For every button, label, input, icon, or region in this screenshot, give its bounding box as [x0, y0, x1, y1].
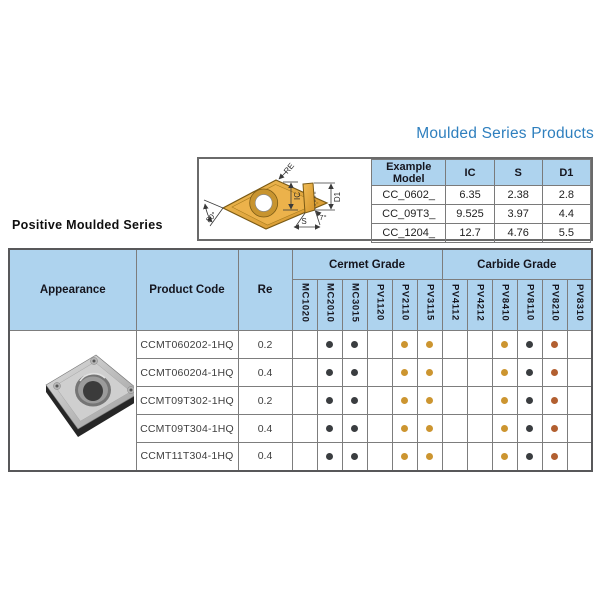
grade-dot-cell — [542, 443, 567, 471]
grade-dot-cell — [367, 331, 392, 359]
header-appearance: Appearance — [9, 249, 136, 331]
grade-dot-cell — [492, 359, 517, 387]
grade-dot-cell — [442, 415, 467, 443]
example-ic: 6.35 — [446, 186, 494, 205]
grade-col-pv1120 — [367, 280, 392, 331]
label-re: RE — [282, 161, 297, 176]
grade-label: PV8310 — [574, 283, 586, 322]
example-model: CC_0602_ — [372, 186, 446, 205]
side-view-insert — [303, 183, 315, 213]
header-carbide-grade: Carbide Grade — [442, 249, 592, 280]
group-header-row — [9, 249, 592, 280]
grade-col-pv8310 — [567, 280, 592, 331]
insert-spec-panel — [197, 157, 593, 241]
grade-dot-cell — [542, 331, 567, 359]
grade-dot-cell — [542, 359, 567, 387]
grade-dot-cell — [442, 331, 467, 359]
re-value: 0.4 — [238, 359, 292, 387]
grade-dot-cell — [442, 359, 467, 387]
grade-col-pv3115 — [417, 280, 442, 331]
section-title: Positive Moulded Series — [12, 218, 163, 232]
grade-label: PV4112 — [449, 284, 461, 321]
grade-dot-cell — [342, 443, 367, 471]
grade-col-pv8410 — [492, 280, 517, 331]
label-ic: IC — [293, 192, 302, 200]
grade-dot-cell — [492, 415, 517, 443]
grade-label: MC1020 — [299, 282, 311, 323]
grade-col-pv4212 — [467, 280, 492, 331]
grade-dot-cell — [417, 415, 442, 443]
grade-dot-cell — [392, 443, 417, 471]
example-model: CC_1204_ — [372, 224, 446, 243]
grade-label: PV8410 — [499, 283, 511, 322]
grade-dot-cell — [467, 387, 492, 415]
grade-dot-cell — [317, 331, 342, 359]
grade-dot-cell — [517, 387, 542, 415]
grade-col-mc1020 — [292, 280, 317, 331]
grade-dot-cell — [417, 443, 442, 471]
grade-col-pv2110 — [392, 280, 417, 331]
grade-dot-cell — [367, 359, 392, 387]
grade-dot-cell — [517, 331, 542, 359]
grade-dot-cell — [442, 443, 467, 471]
grade-label: PV3115 — [424, 284, 436, 321]
grade-label: PV8210 — [549, 283, 561, 322]
grade-dot-cell — [542, 387, 567, 415]
grade-dot-cell — [392, 387, 417, 415]
label-angle: 80° — [204, 210, 219, 225]
header-cermet-grade: Cermet Grade — [292, 249, 442, 280]
example-row — [372, 205, 591, 224]
example-s: 4.76 — [494, 224, 542, 243]
product-code: CCMT09T302-1HQ — [136, 387, 238, 415]
grade-dot-cell — [442, 387, 467, 415]
grade-dot-cell — [567, 387, 592, 415]
example-header-row — [372, 160, 591, 186]
re-value: 0.2 — [238, 387, 292, 415]
grade-dot-cell — [567, 359, 592, 387]
grade-label: PV2110 — [399, 284, 411, 321]
insert-photo-hole — [83, 381, 103, 401]
product-table — [8, 248, 593, 472]
grade-dot-cell — [342, 331, 367, 359]
label-clearance: 7° — [319, 213, 327, 222]
grade-dot-cell — [517, 359, 542, 387]
grade-dot-cell — [292, 359, 317, 387]
grade-dot-cell — [367, 387, 392, 415]
product-code: CCMT060202-1HQ — [136, 331, 238, 359]
grade-dot-cell — [292, 443, 317, 471]
grade-dot-cell — [292, 415, 317, 443]
example-model: CC_09T3_ — [372, 205, 446, 224]
example-model-table — [371, 159, 591, 239]
example-ic: 12.7 — [446, 224, 494, 243]
grade-dot-cell — [392, 331, 417, 359]
grade-label: MC3015 — [349, 282, 361, 323]
example-header-model: Example Model — [372, 160, 446, 186]
example-s: 2.38 — [494, 186, 542, 205]
grade-dot-cell — [317, 415, 342, 443]
grade-dot-cell — [317, 443, 342, 471]
grade-col-mc3015 — [342, 280, 367, 331]
grade-dot-cell — [517, 415, 542, 443]
insert-diagram — [199, 159, 371, 239]
example-d1: 5.5 — [542, 224, 590, 243]
example-ic: 9.525 — [446, 205, 494, 224]
example-header-s: S — [494, 160, 542, 186]
example-header-d1: D1 — [542, 160, 590, 186]
re-value: 0.4 — [238, 443, 292, 471]
insert-photo — [10, 331, 134, 469]
grade-label: PV4212 — [474, 283, 486, 322]
grade-dot-cell — [292, 331, 317, 359]
grade-dot-cell — [417, 387, 442, 415]
grade-dot-cell — [417, 359, 442, 387]
insert-photo-cell — [9, 331, 136, 471]
grade-dot-cell — [292, 387, 317, 415]
grade-dot-cell — [342, 415, 367, 443]
grade-label: MC2010 — [324, 282, 336, 323]
grade-dot-cell — [392, 359, 417, 387]
product-code: CCMT11T304-1HQ — [136, 443, 238, 471]
page-title: Moulded Series Products — [416, 125, 594, 142]
re-value: 0.4 — [238, 415, 292, 443]
grade-dot-cell — [567, 415, 592, 443]
grade-dot-cell — [467, 443, 492, 471]
header-product-code: Product Code — [136, 249, 238, 331]
grade-dot-cell — [367, 443, 392, 471]
grade-dot-cell — [392, 415, 417, 443]
re-value: 0.2 — [238, 331, 292, 359]
grade-dot-cell — [317, 359, 342, 387]
grade-dot-cell — [517, 443, 542, 471]
header-re: Re — [238, 249, 292, 331]
example-row — [372, 224, 591, 243]
grade-dot-cell — [317, 387, 342, 415]
grade-dot-cell — [467, 415, 492, 443]
grade-col-pv8110 — [517, 280, 542, 331]
grade-dot-cell — [467, 331, 492, 359]
grade-col-pv8210 — [542, 280, 567, 331]
grade-label: PV8110 — [524, 284, 536, 321]
grade-label: PV1120 — [374, 284, 386, 321]
grade-dot-cell — [342, 359, 367, 387]
insert-diagram-drawing — [199, 159, 371, 239]
grade-dot-cell — [342, 387, 367, 415]
insert-hole — [255, 195, 272, 212]
grade-dot-cell — [492, 387, 517, 415]
example-s: 3.97 — [494, 205, 542, 224]
grade-dot-cell — [492, 331, 517, 359]
grade-dot-cell — [567, 331, 592, 359]
grade-dot-cell — [567, 443, 592, 471]
product-code: CCMT09T304-1HQ — [136, 415, 238, 443]
grade-dot-cell — [542, 415, 567, 443]
label-s: S — [301, 217, 307, 226]
grade-col-mc2010 — [317, 280, 342, 331]
grade-dot-cell — [417, 331, 442, 359]
grade-dot-cell — [367, 415, 392, 443]
table-row — [9, 331, 592, 359]
grade-dot-cell — [492, 443, 517, 471]
grade-dot-cell — [467, 359, 492, 387]
example-header-ic: IC — [446, 160, 494, 186]
product-code: CCMT060204-1HQ — [136, 359, 238, 387]
example-row — [372, 186, 591, 205]
example-d1: 2.8 — [542, 186, 590, 205]
label-d1: D1 — [333, 191, 342, 203]
grade-col-pv4112 — [442, 280, 467, 331]
example-d1: 4.4 — [542, 205, 590, 224]
